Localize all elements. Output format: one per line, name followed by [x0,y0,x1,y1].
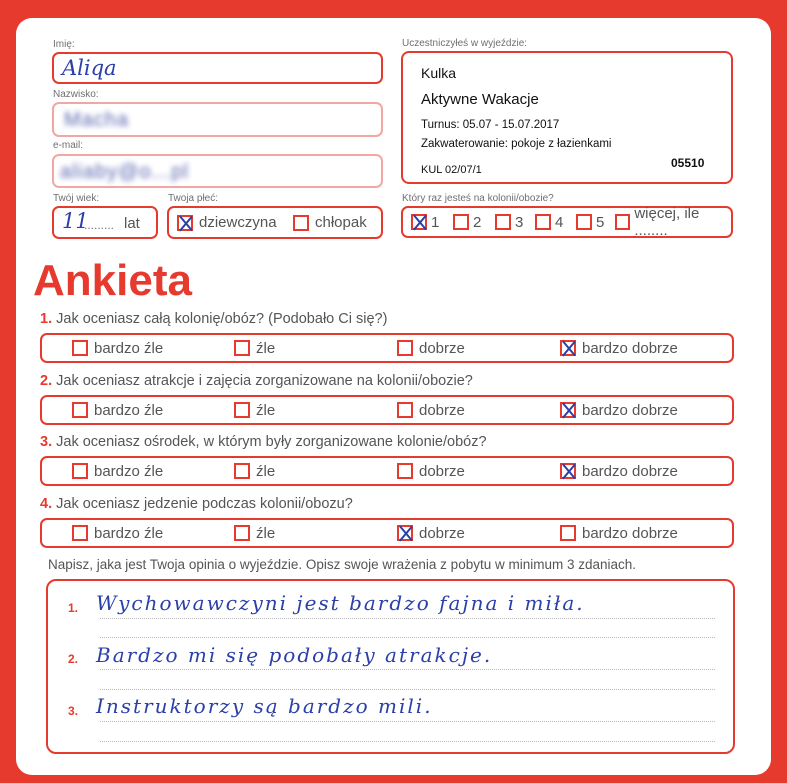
times-option-4[interactable] [535,208,563,236]
essay-rule [100,721,715,722]
answer-option[interactable] [397,397,465,423]
question-number: 4. [40,496,53,512]
answer-option-label: bardzo dobrze [582,401,678,419]
answer-row-2 [40,395,734,425]
answer-row-3 [40,456,734,486]
survey-title: Ankieta [33,256,192,305]
answer-option-label: bardzo źle [94,339,164,357]
gender-option-boy[interactable] [293,208,367,237]
answer-option-label: bardzo źle [94,524,164,542]
question-1 [40,311,387,327]
checkbox-girl[interactable] [177,215,193,231]
answer-option[interactable] [72,335,163,361]
answer-checkbox[interactable] [234,402,250,418]
times-label: Który raz jesteś na kolonii/obozie? [402,193,554,204]
answer-option[interactable] [397,335,465,361]
answer-checkbox[interactable] [560,525,576,541]
answer-checkbox[interactable] [397,402,413,418]
essay-rule [100,741,715,742]
answer-option-label: źle [256,339,276,357]
gender-option-girl[interactable] [177,208,277,237]
answer-checkbox[interactable] [560,463,576,479]
age-unit: lat [124,215,140,232]
answer-row-4 [40,518,734,548]
answer-checkbox[interactable] [72,340,88,356]
times-checkbox[interactable] [495,214,511,230]
answer-checkbox[interactable] [72,525,88,541]
answer-checkbox[interactable] [72,402,88,418]
answer-option-label: bardzo źle [94,462,164,480]
essay-rule [100,669,715,670]
answer-checkbox[interactable] [234,463,250,479]
answer-option-label: dobrze [419,401,465,419]
answer-option-label: bardzo dobrze [582,524,678,542]
essay-rule [100,689,715,690]
essay-prompt: Napisz, jaka jest Twoja opinia o wyjeździe. Opisz swoje wrażenia z pobytu w minimum 3 zdaniach. [48,557,637,572]
answer-option[interactable] [72,397,163,423]
gender-label: Twoja płeć: [168,193,219,204]
age-dots: ......... [84,218,115,232]
answer-option-label: bardzo dobrze [582,462,678,480]
essay-line-text: Instruktorzy są bardzo mili. [96,694,433,718]
gender-field [167,206,383,239]
times-checkbox[interactable] [453,214,469,230]
age-value: 11 [62,209,89,233]
times-option-label: 5 [596,213,605,231]
answer-checkbox[interactable] [397,525,413,541]
times-option-1[interactable] [411,208,439,236]
answer-checkbox[interactable] [72,463,88,479]
trip-number: 05510 [671,156,705,170]
essay-rule [100,637,715,638]
question-text: Jak oceniasz jedzenie podczas kolonii/obozu? [56,496,353,512]
times-checkbox[interactable] [535,214,551,230]
answer-option[interactable] [560,335,678,361]
essay-line-text: Wychowawczyni jest bardzo fajna i miła. [96,591,585,615]
times-option-label: 4 [555,213,564,231]
email-label: e-mail: [53,140,84,151]
essay-rule [100,618,715,619]
answer-option-label: bardzo dobrze [582,339,678,357]
trip-code: KUL 02/07/1 [421,164,482,176]
essay-line-number: 1. [68,601,79,615]
trip-organizer: Kulka [421,65,457,81]
essay-box[interactable] [46,579,735,754]
answer-option[interactable] [560,397,678,423]
trip-accommodation: Zakwaterowanie: pokoje z łazienkami [421,138,612,150]
email-value: aliaby@o...pl [60,161,189,183]
trip-turnus: Turnus: 05.07 - 15.07.2017 [421,119,560,131]
question-number: 3. [40,434,53,450]
answer-option[interactable] [72,458,163,484]
age-label: Twój wiek: [53,193,100,204]
surname-field[interactable] [52,102,383,137]
name-field[interactable] [52,52,383,84]
answer-checkbox[interactable] [234,525,250,541]
times-option-label: 3 [515,213,524,231]
answer-option[interactable] [397,520,465,546]
answer-option-label: dobrze [419,462,465,480]
answer-option-label: bardzo źle [94,401,164,419]
trip-label: Uczestniczyłeś w wyjeździe: [402,38,528,49]
age-field[interactable] [52,206,158,239]
essay-line-number: 3. [68,704,79,718]
answer-checkbox[interactable] [560,340,576,356]
times-option-label: więcej, ile ........ [634,205,700,239]
question-text: Jak oceniasz całą kolonię/obóz? (Podobało Ci się?) [56,311,388,327]
question-number: 2. [40,373,53,389]
times-option-3[interactable] [495,208,523,236]
times-checkbox[interactable] [411,214,427,230]
trip-program: Aktywne Wakacje [421,91,539,108]
answer-option-label: źle [256,401,276,419]
answer-option[interactable] [560,458,678,484]
gender-option-label: dziewczyna [199,214,277,231]
answer-checkbox[interactable] [234,340,250,356]
essay-line-number: 2. [68,652,79,666]
times-option-2[interactable] [453,208,481,236]
answer-option[interactable] [397,458,465,484]
essay-line-text: Bardzo mi się podobały atrakcje. [96,643,493,667]
answer-checkbox[interactable] [397,340,413,356]
answer-option-label: dobrze [419,524,465,542]
answer-checkbox[interactable] [560,402,576,418]
question-text: Jak oceniasz ośrodek, w którym były zorganizowane kolonie/obóz? [56,434,487,450]
surname-value: Macha [64,109,130,131]
answer-checkbox[interactable] [397,463,413,479]
gender-option-label: chłopak [315,214,367,231]
name-value: Aliqa [62,56,117,80]
answer-option[interactable] [560,520,678,546]
times-option-5[interactable] [576,208,604,236]
times-field [401,206,733,238]
question-4 [40,496,353,512]
times-checkbox[interactable] [615,214,630,230]
email-field[interactable] [52,154,383,188]
answer-option[interactable] [234,335,275,361]
surname-label: Nazwisko: [53,89,99,100]
trip-info-box [401,51,733,184]
answer-row-1 [40,333,734,363]
times-option-label: 2 [473,213,482,231]
question-number: 1. [40,311,53,327]
answer-option-label: dobrze [419,339,465,357]
answer-option-label: źle [256,524,276,542]
times-checkbox[interactable] [576,214,592,230]
question-3 [40,434,487,450]
checkbox-boy[interactable] [293,215,309,231]
question-text: Jak oceniasz atrakcje i zajęcia zorganizowane na kolonii/obozie? [56,373,473,389]
answer-option[interactable] [234,458,275,484]
question-2 [40,373,473,389]
times-option-6[interactable] [615,205,731,239]
times-option-label: 1 [431,213,440,231]
answer-option[interactable] [72,520,163,546]
answer-option[interactable] [234,520,275,546]
answer-option-label: źle [256,462,276,480]
answer-option[interactable] [234,397,275,423]
name-label: Imię: [53,39,75,50]
